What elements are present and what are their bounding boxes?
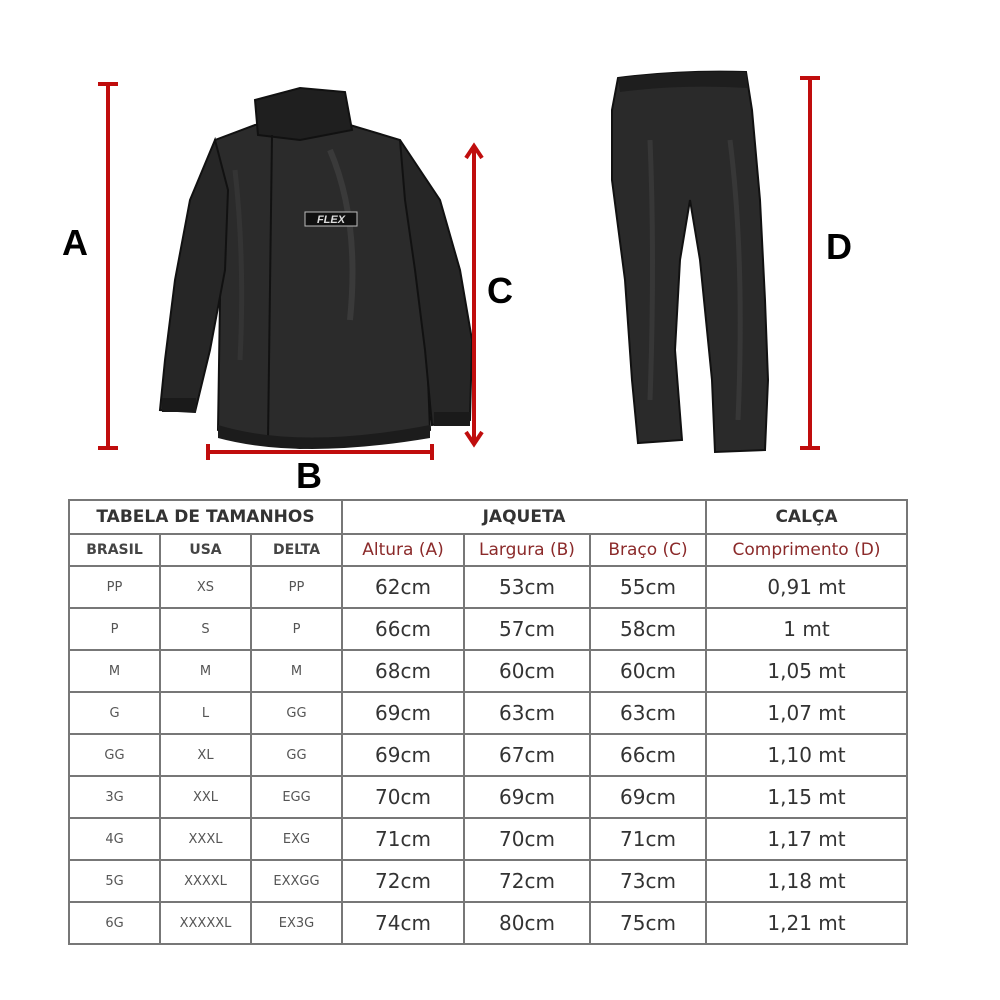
cell-comprimento: 0,91 mt — [706, 566, 907, 608]
cell-brasil: P — [69, 608, 160, 650]
cell-altura: 62cm — [342, 566, 464, 608]
brand-logo-text: FLEX — [316, 214, 346, 226]
cell-delta: EXXGG — [251, 860, 342, 902]
cell-usa: XXL — [160, 776, 251, 818]
cell-comprimento: 1,05 mt — [706, 650, 907, 692]
header-jaqueta: JAQUETA — [342, 500, 706, 534]
cell-delta: EX3G — [251, 902, 342, 944]
cell-largura: 57cm — [464, 608, 590, 650]
cell-delta: M — [251, 650, 342, 692]
cell-usa: XS — [160, 566, 251, 608]
cell-altura: 69cm — [342, 734, 464, 776]
cell-largura: 60cm — [464, 650, 590, 692]
cell-braco: 73cm — [590, 860, 706, 902]
cell-comprimento: 1,07 mt — [706, 692, 907, 734]
table-row — [69, 902, 907, 944]
cell-altura: 69cm — [342, 692, 464, 734]
cell-brasil: 3G — [69, 776, 160, 818]
cell-brasil: 6G — [69, 902, 160, 944]
cell-usa: S — [160, 608, 251, 650]
cell-largura: 63cm — [464, 692, 590, 734]
cell-altura: 71cm — [342, 818, 464, 860]
cell-braco: 60cm — [590, 650, 706, 692]
col-header-delta: DELTA — [251, 534, 342, 566]
cell-braco: 75cm — [590, 902, 706, 944]
measure-line-d — [800, 78, 820, 448]
col-header-braco: Braço (C) — [590, 534, 706, 566]
cell-braco: 63cm — [590, 692, 706, 734]
cell-comprimento: 1,15 mt — [706, 776, 907, 818]
table-row — [69, 818, 907, 860]
cell-brasil: 4G — [69, 818, 160, 860]
col-header-brasil: BRASIL — [69, 534, 160, 566]
col-header-altura: Altura (A) — [342, 534, 464, 566]
col-header-usa: USA — [160, 534, 251, 566]
cell-largura: 69cm — [464, 776, 590, 818]
measure-line-a — [98, 84, 118, 448]
cell-largura: 53cm — [464, 566, 590, 608]
cell-largura: 72cm — [464, 860, 590, 902]
cell-usa: XXXXL — [160, 860, 251, 902]
cell-comprimento: 1,21 mt — [706, 902, 907, 944]
label-a: A — [62, 222, 88, 263]
cell-comprimento: 1 mt — [706, 608, 907, 650]
cell-brasil: PP — [69, 566, 160, 608]
cell-largura: 80cm — [464, 902, 590, 944]
cell-comprimento: 1,18 mt — [706, 860, 907, 902]
cell-largura: 70cm — [464, 818, 590, 860]
cell-largura: 67cm — [464, 734, 590, 776]
cell-usa: XXXL — [160, 818, 251, 860]
col-header-largura: Largura (B) — [464, 534, 590, 566]
cell-brasil: GG — [69, 734, 160, 776]
cell-delta: EGG — [251, 776, 342, 818]
cell-brasil: M — [69, 650, 160, 692]
label-d: D — [826, 226, 852, 267]
cell-usa: XXXXXL — [160, 902, 251, 944]
size-table — [68, 499, 908, 945]
cell-delta: PP — [251, 566, 342, 608]
table-title: TABELA DE TAMANHOS — [69, 500, 342, 534]
cell-delta: EXG — [251, 818, 342, 860]
cell-usa: XL — [160, 734, 251, 776]
cell-brasil: 5G — [69, 860, 160, 902]
cell-braco: 66cm — [590, 734, 706, 776]
cell-braco: 55cm — [590, 566, 706, 608]
cell-braco: 71cm — [590, 818, 706, 860]
cell-comprimento: 1,17 mt — [706, 818, 907, 860]
pants-image — [612, 72, 768, 452]
cell-delta: GG — [251, 692, 342, 734]
table-row — [69, 860, 907, 902]
cell-delta: GG — [251, 734, 342, 776]
cell-altura: 66cm — [342, 608, 464, 650]
label-b: B — [296, 455, 322, 496]
cell-altura: 72cm — [342, 860, 464, 902]
jacket-image — [160, 88, 472, 449]
header-calca: CALÇA — [706, 500, 907, 534]
table-row — [69, 566, 907, 608]
table-row — [69, 776, 907, 818]
cell-delta: P — [251, 608, 342, 650]
cell-braco: 58cm — [590, 608, 706, 650]
cell-altura: 74cm — [342, 902, 464, 944]
col-header-comprimento: Comprimento (D) — [706, 534, 907, 566]
cell-altura: 68cm — [342, 650, 464, 692]
label-c: C — [487, 270, 513, 311]
table-row — [69, 734, 907, 776]
table-row — [69, 692, 907, 734]
cell-comprimento: 1,10 mt — [706, 734, 907, 776]
table-row — [69, 608, 907, 650]
cell-usa: L — [160, 692, 251, 734]
table-row — [69, 650, 907, 692]
cell-altura: 70cm — [342, 776, 464, 818]
cell-brasil: G — [69, 692, 160, 734]
cell-braco: 69cm — [590, 776, 706, 818]
cell-usa: M — [160, 650, 251, 692]
